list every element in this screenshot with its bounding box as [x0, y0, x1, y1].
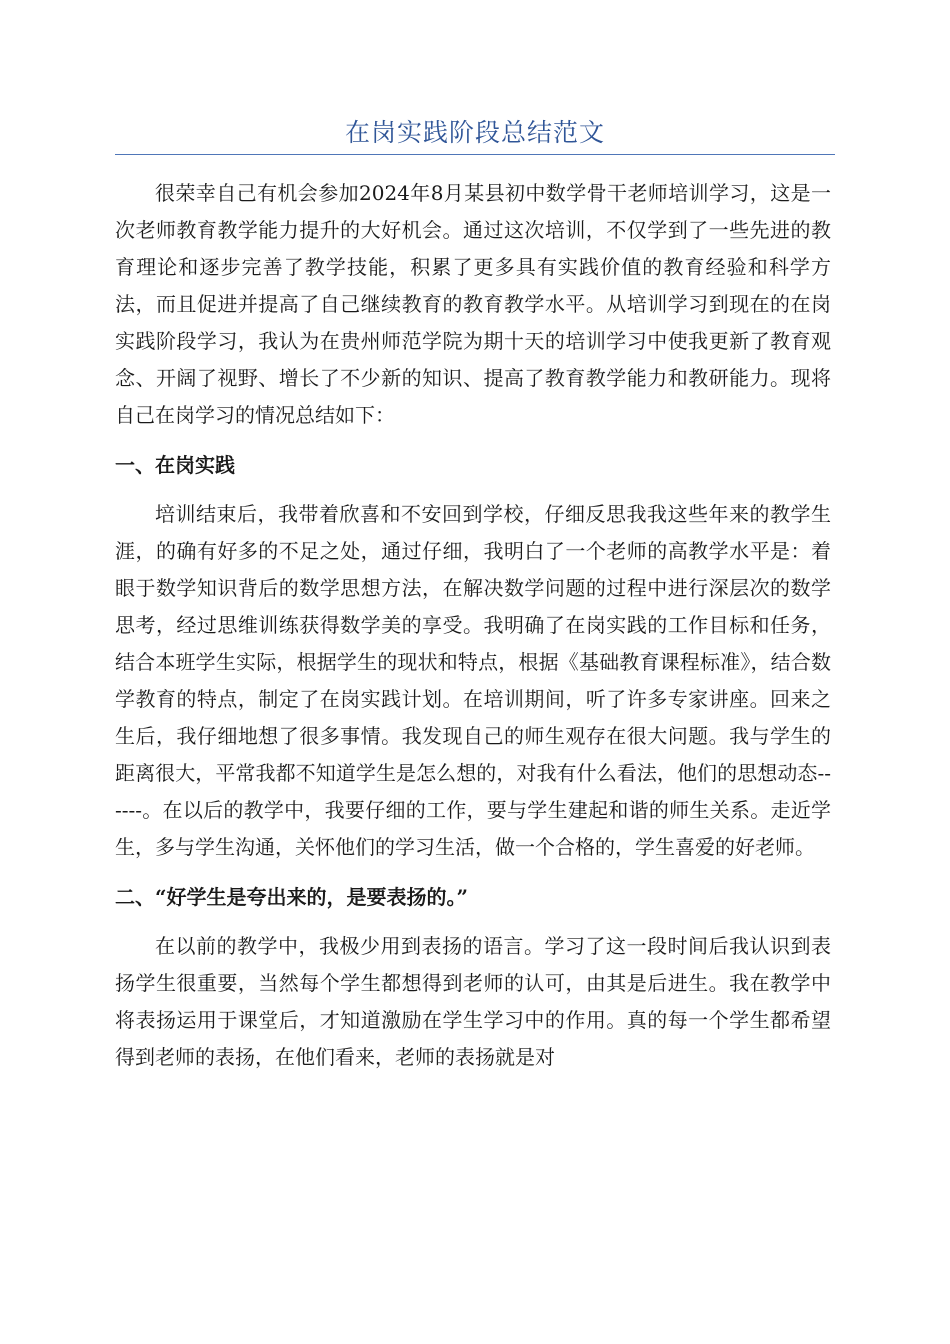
document-title: 在岗实践阶段总结范文 [344, 118, 605, 147]
intro-paragraph: 很荣幸自己有机会参加2024年8月某县初中数学骨干老师培训学习，这是一次老师教育教学能力提升的大好机会。通过这次培训，不仅学到了一些先进的教育理论和逐步完善了教学技能，积累了更多具有实践价值的教育经验和科学方法，而且促进并提高了自己继续教育的教育教学水平。从培训学习到现在的在岗实践阶段学习，我认为在贵州师范学院为期十天的培训学习中使我更新了教育观念、开阔了视野、增长了不少新的知识、提高了教育教学能力和教研能力。现将自己在岗学习的情况总结如下： [115, 181, 831, 427]
section-2-paragraph: 在以前的教学中，我极少用到表扬的语言。学习了这一段时间后我认识到表扬学生很重要，当然每个学生都想得到老师的认可，由其是后进生。我在教学中将表扬运用于课堂后，才知道激励在学生学习中的作用。真的每一个学生都希望得到老师的表扬，在他们看来，老师的表扬就是对 [115, 934, 831, 1069]
section-1-paragraph: 培训结束后，我带着欣喜和不安回到学校，仔细反思我我这些年来的教学生涯，的确有好多的不足之处，通过仔细，我明白了一个老师的高教学水平是：着眼于数学知识背后的数学思想方法，在解决数学问题的过程中进行深层次的数学思考，经过思维训练获得数学美的享受。我明确了在岗实践的工作目标和任务，结合本班学生实际，根据学生的现状和特点，根据《基础教育课程标准》，结合数学教育的特点，制定了在岗实践计划。在培训期间，听了许多专家讲座。回来之生后，我仔细地想了很多事情。我发现自己的师生观存在很大问题。我与学生的距离很大，平常我都不知道学生是怎么想的，对我有什么看法，他们的思想动态------。在以后的教学中，我要仔细的工作，要与学生建起和谐的师生关系。走近学生，多与学生沟通，关怀他们的学习生活，做一个合格的，学生喜爱的好老师。 [115, 502, 831, 859]
title-underline [115, 154, 835, 155]
section-heading-2: 二、“好学生是夸出来的，是要表扬的。” [115, 885, 469, 909]
document-body [115, 175, 831, 1076]
section-heading-1: 一、在岗实践 [115, 453, 235, 477]
